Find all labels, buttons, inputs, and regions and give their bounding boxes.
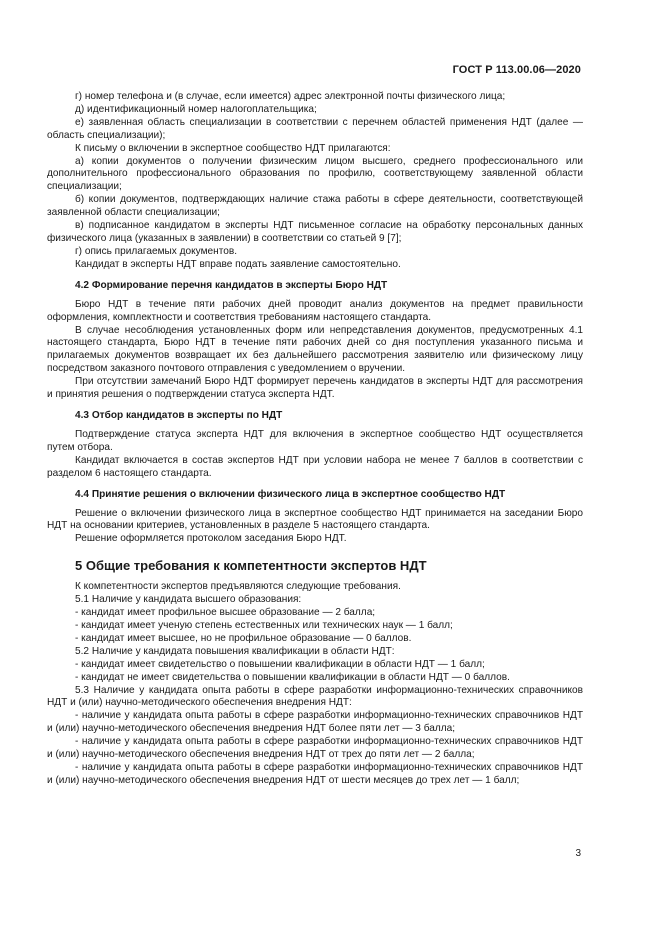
paragraph: К письму о включении в экспертное сообщество НДТ прилагаются: [75, 142, 391, 154]
paragraph: К компетентности экспертов предъявляются следующие требования. [75, 581, 401, 593]
page-number: 3 [575, 848, 581, 859]
paragraph: д) идентификационный номер налогоплательщика; [75, 103, 317, 115]
standard-designation: ГОСТ Р 113.00.06—2020 [452, 64, 581, 76]
paragraph: Решение оформляется протоколом заседания Бюро НДТ. [75, 533, 347, 545]
paragraph: Подтверждение статуса эксперта НДТ для включения в экспертное сообщество НДТ осуществляется путем отбора. [47, 428, 583, 453]
document-body [47, 91, 583, 788]
paragraph: б) копии документов, подтверждающих наличие стажа работы в сфере деятельности, соответствующей заявленной области специализации; [47, 194, 583, 219]
paragraph: е) заявленная область специализации в соответствии с перечнем областей применения НДТ (далее — область специализации); [47, 116, 583, 141]
section-heading: 4.2 Формирование перечня кандидатов в эксперты Бюро НДТ [75, 279, 388, 291]
paragraph: г) опись прилагаемых документов. [75, 245, 238, 257]
paragraph: а) копии документов о получении физическим лицом высшего, среднего профессионального или дополнительного профессионального образования по профилю, соответствующему заявленной области специализации; [47, 155, 583, 193]
paragraph: - кандидат имеет ученую степень естественных или технических наук — 1 балл; [75, 620, 453, 631]
paragraph: - наличие у кандидата опыта работы в сфере разработки информационно-технических справочников НДТ и (или) научно-методического обеспечения внедрения НДТ более пяти лет — 3 балла; [47, 710, 583, 735]
paragraph: в) подписанное кандидатом в эксперты НДТ письменное согласие на обработку персональных данных физического лица (указанных в заявлении) в соответствии со статьей 9 [7]; [47, 220, 583, 244]
paragraph: - кандидат не имеет свидетельства о повышении квалификации в области НДТ — 0 баллов. [75, 671, 510, 683]
section-heading: 4.3 Отбор кандидатов в эксперты по НДТ [75, 409, 283, 421]
paragraph: - кандидат имеет высшее, но не профильное образование — 0 баллов. [75, 632, 412, 644]
chapter-heading: 5 Общие требования к компетентности экспертов НДТ [75, 558, 427, 574]
paragraph: - кандидат имеет свидетельство о повышении квалификации в области НДТ — 1 балл; [75, 658, 485, 670]
paragraph: Кандидат в эксперты НДТ вправе подать заявление самостоятельно. [75, 258, 401, 270]
paragraph: В случае несоблюдения установленных форм или непредставления документов, предусмотренных 4.1 настоящего стандарта, Бюро НДТ в течение пяти рабочих дней со дня поступления указанного письма и прилагаемых документов возвращает их без дальнейшего рассмотрения заявителю или физическому лицу посредством заказного почтового отправления с уведомлением о вручении. [47, 324, 583, 375]
paragraph: Решение о включении физического лица в экспертное сообщество НДТ принимается на заседании Бюро НДТ на основании критериев, установленных в разделе 5 настоящего стандарта. [47, 507, 583, 532]
paragraph: 5.3 Наличие у кандидата опыта работы в сфере разработки информационно-технических справочников НДТ и (или) научно-методического обеспечения внедрения НДТ: [47, 684, 583, 709]
paragraph: Кандидат включается в состав экспертов НДТ при условии набора не менее 7 баллов в соответствии с разделом 6 настоящего стандарта. [47, 454, 583, 479]
paragraph: г) номер телефона и (в случае, если имеется) адрес электронной почты физического лица; [75, 91, 506, 102]
section-heading: 4.4 Принятие решения о включении физического лица в экспертное сообщество НДТ [75, 488, 506, 500]
paragraph: Бюро НДТ в течение пяти рабочих дней проводит анализ документов на предмет правильности оформления, комплектности и соответствия требованиям настоящего стандарта. [47, 298, 583, 323]
paragraph: - наличие у кандидата опыта работы в сфере разработки информационно-технических справочников НДТ и (или) научно-методического обеспечения внедрения НДТ от шести месяцев до трех лет — 1 балл; [47, 761, 583, 786]
paragraph: При отсутствии замечаний Бюро НДТ формирует перечень кандидатов в эксперты НДТ для рассмотрения и принятия решения о подтверждении статуса эксперта НДТ. [47, 376, 583, 401]
paragraph: - кандидат имеет профильное высшее образование — 2 балла; [75, 607, 376, 619]
paragraph: 5.1 Наличие у кандидата высшего образования: [75, 594, 302, 606]
paragraph: 5.2 Наличие у кандидата повышения квалификации в области НДТ: [75, 645, 395, 657]
paragraph: - наличие у кандидата опыта работы в сфере разработки информационно-технических справочников НДТ и (или) научно-методического обеспечения внедрения НДТ от трех до пяти лет — 2 балла; [47, 736, 583, 761]
